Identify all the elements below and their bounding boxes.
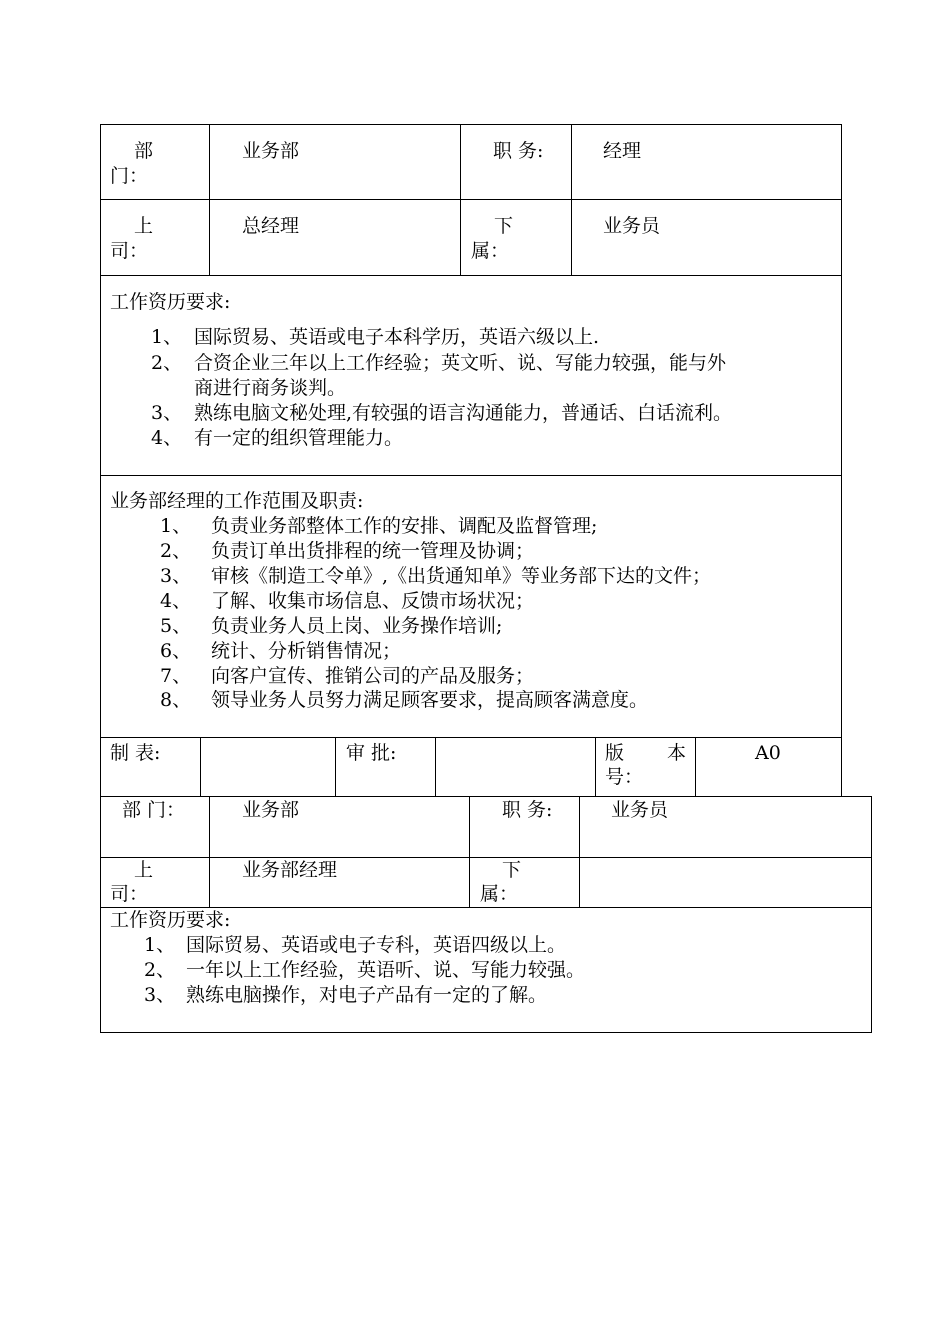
superior-value: 业务部经理 — [242, 859, 338, 881]
subordinate-value: 业务员 — [603, 215, 661, 237]
row-divider — [200, 796, 872, 797]
qualifications-heading: 工作资历要求: — [110, 291, 231, 313]
row-divider — [100, 737, 842, 738]
list-item-number: 2、 — [160, 540, 192, 562]
list-item-text: 熟练电脑操作，对电子产品有一定的了解。 — [186, 984, 548, 1006]
list-item-number: 2、 — [144, 959, 176, 981]
list-item-text: 负责订单出货排程的统一管理及协调； — [211, 540, 535, 562]
list-item-number: 5、 — [160, 615, 192, 637]
list-item-text: 统计、分析销售情况； — [211, 640, 402, 662]
col-divider — [579, 797, 580, 907]
list-item-number: 1、 — [144, 934, 176, 956]
superior-label: 司： — [110, 883, 149, 905]
list-item-text: 熟练电脑文秘处理,有较强的语言沟通能力，普通话、白话流利。 — [194, 402, 733, 424]
table-border — [871, 796, 872, 1033]
list-item-text: 领导业务人员努力满足顾客要求，提高顾客满意度。 — [211, 689, 649, 711]
department-label: 部 门： — [122, 799, 186, 821]
subordinate-label: 下 — [494, 215, 514, 237]
list-item-text: 审核《制造工令单》,《出货通知单》等业务部下达的文件； — [211, 565, 712, 587]
list-item-text: 有一定的组织管理能力。 — [194, 427, 404, 449]
table-border — [100, 1032, 872, 1033]
row-divider — [100, 199, 842, 200]
list-item-number: 3、 — [151, 402, 183, 424]
list-item-number: 1、 — [151, 326, 183, 348]
list-item-text: 一年以上工作经验，英语听、说、写能力较强。 — [186, 959, 586, 981]
subordinate-label: 属： — [471, 240, 510, 262]
department-label: 门： — [110, 165, 149, 187]
superior-label: 上 — [134, 215, 154, 237]
version-label: 本 — [667, 742, 687, 764]
table-border — [100, 797, 101, 1033]
version-value: A0 — [755, 742, 781, 764]
version-label: 版 — [605, 742, 625, 764]
department-label: 部 — [134, 140, 154, 162]
col-divider — [209, 124, 210, 275]
col-divider — [571, 124, 572, 275]
subordinate-label: 下 — [502, 859, 522, 881]
row-divider — [100, 275, 842, 276]
list-item-text: 向客户宣传、推销公司的产品及服务； — [211, 665, 535, 687]
col-divider — [460, 124, 461, 275]
position-label: 职 务: — [493, 140, 544, 162]
list-item-number: 4、 — [151, 427, 183, 449]
department-value: 业务部 — [242, 140, 300, 162]
duties-heading: 业务部经理的工作范围及职责: — [110, 490, 364, 512]
subordinate-label: 属： — [480, 883, 519, 905]
position-value: 业务员 — [611, 799, 669, 821]
row-divider — [100, 475, 842, 476]
col-divider — [209, 797, 210, 907]
superior-label: 上 — [134, 859, 154, 881]
version-label: 号： — [605, 766, 644, 788]
list-item-number: 1、 — [160, 515, 192, 537]
list-item-number: 3、 — [144, 984, 176, 1006]
list-item-text: 了解、收集市场信息、反馈市场状况； — [211, 590, 535, 612]
list-item-number: 7、 — [160, 665, 192, 687]
list-item-number: 8、 — [160, 689, 192, 711]
col-divider — [200, 737, 201, 797]
list-item-number: 2、 — [151, 352, 183, 374]
department-value: 业务部 — [242, 799, 300, 821]
superior-label: 司： — [110, 240, 149, 262]
col-divider — [335, 737, 336, 797]
qualifications-heading: 工作资历要求: — [110, 909, 231, 931]
list-item-number: 6、 — [160, 640, 192, 662]
col-divider — [435, 737, 436, 797]
list-item-text: 负责业务部整体工作的安排、调配及监督管理; — [211, 515, 598, 537]
list-item-number: 3、 — [160, 565, 192, 587]
made-by-label: 制 表: — [110, 742, 161, 764]
list-item-text: 负责业务人员上岗、业务操作培训; — [211, 615, 503, 637]
col-divider — [469, 797, 470, 907]
row-divider — [100, 857, 872, 858]
position-label: 职 务: — [502, 799, 553, 821]
approved-by-label: 审 批: — [346, 742, 397, 764]
position-value: 经理 — [603, 140, 642, 162]
col-divider — [595, 737, 596, 797]
list-item-text: 商进行商务谈判。 — [194, 377, 347, 399]
col-divider — [695, 737, 696, 797]
list-item-text: 国际贸易、英语或电子本科学历，英语六级以上. — [194, 326, 600, 348]
superior-value: 总经理 — [242, 215, 300, 237]
list-item-text: 合资企业三年以上工作经验；英文听、说、写能力较强，能与外 — [194, 352, 727, 374]
list-item-number: 4、 — [160, 590, 192, 612]
list-item-text: 国际贸易、英语或电子专科，英语四级以上。 — [186, 934, 567, 956]
